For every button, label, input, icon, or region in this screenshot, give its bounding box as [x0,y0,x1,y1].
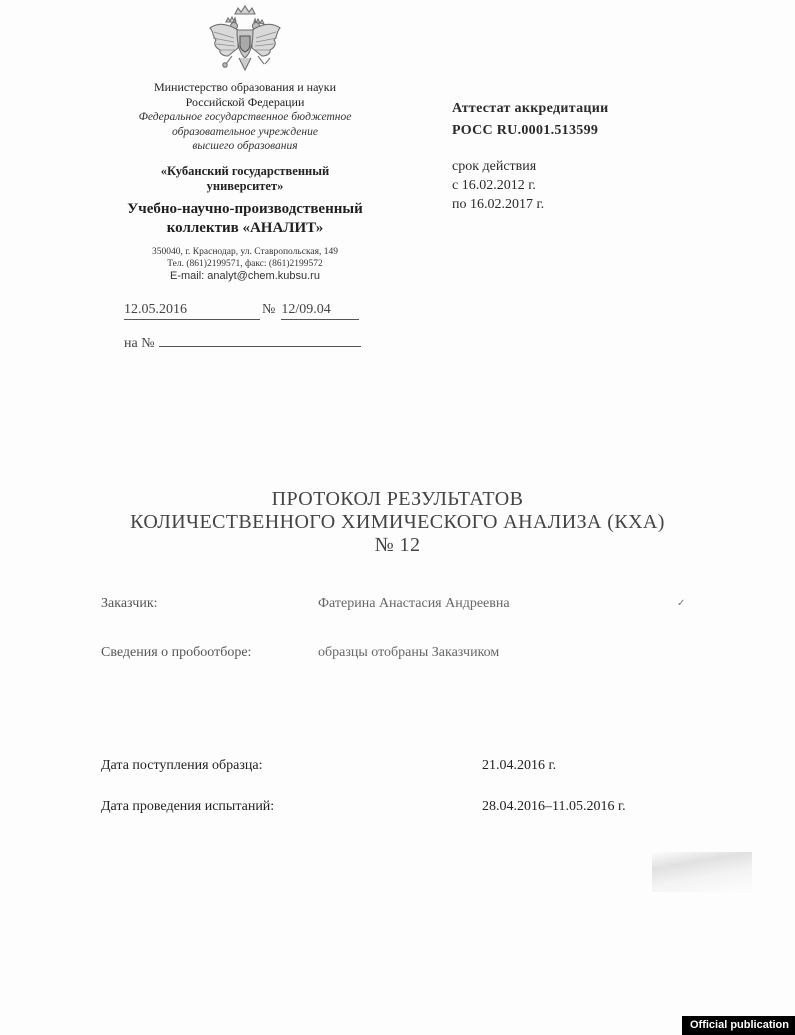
accreditation-title: Аттестат аккредитации [452,101,609,116]
collective-line-2: коллектив «АНАЛИТ» [166,219,324,236]
collective-line-1: Учебно-научно-производственный [127,200,363,217]
letterhead [110,80,380,283]
registration-number: 12/09.04 [281,302,359,320]
customer-label: Заказчик: [101,596,158,611]
protocol-number: № 12 [374,534,421,556]
registration-date: 12.05.2016 [124,302,260,320]
email-line: E-mail: analyt@chem.kubsu.ru [170,269,320,282]
institution-type-line-2: образовательное учреждение [172,125,318,138]
sampling-label: Сведения о пробоотборе: [101,645,252,660]
scan-smudge [652,852,752,892]
coat-of-arms-icon [204,4,286,76]
reference-blank-line [159,334,361,347]
received-date-value: 21.04.2016 г. [482,758,557,773]
address-line: 350040, г. Краснодар, ул. Ставропольская, 149 [151,246,338,257]
testing-dates-value: 28.04.2016–11.05.2016 г. [482,799,626,814]
validity-label: срок действия [452,159,537,174]
reference-row [124,334,361,352]
ministry-line: Министерство образования и науки [153,80,337,94]
institution-type-line-1: Федеральное государственное бюджетное [138,111,352,123]
registration-number-label: № [262,302,276,317]
protocol-title-line-1: ПРОТОКОЛ РЕЗУЛЬТАТОВ [271,488,524,510]
collective-name [110,200,380,238]
stray-mark: ✓ [677,598,686,609]
accreditation-block [452,98,608,142]
institution-type-line-3: высшего образования [192,140,298,152]
protocol-title-line-2: КОЛИЧЕСТВЕННОГО ХИМИЧЕСКОГО АНАЛИЗА (КХА) [130,511,665,533]
customer-value: Фатерина Анастасия Андреевна [318,596,510,611]
validity-block [452,157,544,214]
validity-from: с 16.02.2012 г. [452,178,536,193]
registration-row [124,302,359,320]
university-name [110,164,380,194]
protocol-title [0,488,795,557]
federation-line: Российской Федерации [185,95,305,109]
university-line-2: университет» [206,178,284,193]
reference-label: на № [124,336,155,351]
sampling-value: образцы отобраны Заказчиком [318,645,500,660]
official-publication-badge: Official publication [682,1016,795,1035]
university-line-1: «Кубанский государственный [160,163,330,178]
phone-line: Тел. (861)2199571, факс: (861)2199572 [167,258,323,269]
accreditation-code: РОСС RU.0001.513599 [452,123,599,138]
received-date-label: Дата поступления образца: [101,758,263,773]
testing-dates-label: Дата проведения испытаний: [101,799,275,814]
validity-to: по 16.02.2017 г. [452,197,545,212]
